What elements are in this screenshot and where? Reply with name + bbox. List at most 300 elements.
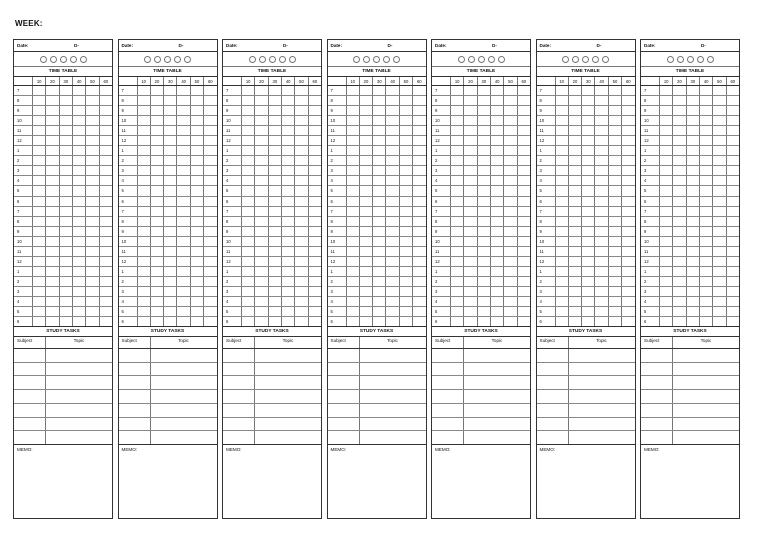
time-cell[interactable] (346, 267, 359, 276)
time-cell[interactable] (463, 227, 476, 236)
time-cell[interactable] (268, 257, 281, 266)
time-cell[interactable] (268, 126, 281, 135)
time-cell[interactable] (385, 197, 398, 206)
time-cell[interactable] (190, 297, 203, 306)
time-cell[interactable] (517, 126, 530, 135)
time-cell[interactable] (45, 166, 58, 175)
time-cell[interactable] (450, 166, 463, 175)
time-cell[interactable] (477, 106, 490, 115)
time-cell[interactable] (163, 126, 176, 135)
time-cell[interactable] (699, 166, 712, 175)
time-cell[interactable] (581, 257, 594, 266)
memo-area[interactable]: MEMO: (644, 447, 660, 452)
time-cell[interactable] (450, 116, 463, 125)
time-cell[interactable] (346, 197, 359, 206)
time-cell[interactable] (359, 257, 372, 266)
time-cell[interactable] (163, 237, 176, 246)
time-cell[interactable] (659, 267, 672, 276)
time-cell[interactable] (503, 297, 516, 306)
time-cell[interactable] (281, 297, 294, 306)
time-cell[interactable] (608, 126, 621, 135)
time-cell[interactable] (659, 166, 672, 175)
time-cell[interactable] (726, 96, 739, 105)
time-cell[interactable] (372, 307, 385, 316)
time-cell[interactable] (308, 207, 321, 216)
time-cell[interactable] (137, 197, 150, 206)
subject-cell[interactable] (328, 404, 360, 417)
smiley-face-icon[interactable] (562, 56, 569, 63)
time-cell[interactable] (85, 317, 98, 326)
time-cell[interactable] (190, 307, 203, 316)
time-cell[interactable] (672, 227, 685, 236)
time-cell[interactable] (699, 317, 712, 326)
time-cell[interactable] (241, 146, 254, 155)
d-day-field[interactable]: D- (387, 43, 393, 48)
time-cell[interactable] (608, 156, 621, 165)
time-cell[interactable] (399, 156, 412, 165)
time-cell[interactable] (176, 186, 189, 195)
time-cell[interactable] (308, 217, 321, 226)
time-cell[interactable] (450, 257, 463, 266)
time-cell[interactable] (621, 277, 634, 286)
time-cell[interactable] (594, 207, 607, 216)
time-cell[interactable] (72, 297, 85, 306)
time-cell[interactable] (450, 106, 463, 115)
time-cell[interactable] (555, 146, 568, 155)
time-cell[interactable] (594, 267, 607, 276)
time-cell[interactable] (517, 96, 530, 105)
time-cell[interactable] (608, 257, 621, 266)
time-cell[interactable] (45, 277, 58, 286)
time-cell[interactable] (608, 116, 621, 125)
time-cell[interactable] (555, 126, 568, 135)
time-cell[interactable] (254, 207, 267, 216)
time-cell[interactable] (72, 267, 85, 276)
time-cell[interactable] (346, 217, 359, 226)
time-cell[interactable] (294, 106, 307, 115)
time-cell[interactable] (32, 96, 45, 105)
topic-cell[interactable] (673, 418, 739, 431)
time-cell[interactable] (241, 116, 254, 125)
topic-cell[interactable] (569, 404, 635, 417)
time-cell[interactable] (346, 237, 359, 246)
time-cell[interactable] (150, 197, 163, 206)
smiley-face-icon[interactable] (363, 56, 370, 63)
time-cell[interactable] (686, 197, 699, 206)
time-cell[interactable] (385, 287, 398, 296)
time-cell[interactable] (99, 247, 112, 256)
time-cell[interactable] (594, 227, 607, 236)
time-cell[interactable] (608, 146, 621, 155)
time-cell[interactable] (359, 186, 372, 195)
time-cell[interactable] (137, 317, 150, 326)
subject-cell[interactable] (641, 349, 673, 362)
subject-cell[interactable] (223, 363, 255, 376)
time-cell[interactable] (308, 267, 321, 276)
time-cell[interactable] (463, 166, 476, 175)
time-cell[interactable] (294, 307, 307, 316)
time-cell[interactable] (568, 96, 581, 105)
time-cell[interactable] (359, 237, 372, 246)
time-cell[interactable] (412, 176, 425, 185)
time-cell[interactable] (176, 176, 189, 185)
time-cell[interactable] (99, 146, 112, 155)
time-cell[interactable] (672, 237, 685, 246)
time-cell[interactable] (32, 156, 45, 165)
time-cell[interactable] (294, 116, 307, 125)
time-cell[interactable] (99, 307, 112, 316)
time-cell[interactable] (659, 227, 672, 236)
time-cell[interactable] (672, 257, 685, 266)
time-cell[interactable] (254, 186, 267, 195)
time-cell[interactable] (85, 267, 98, 276)
time-cell[interactable] (203, 186, 216, 195)
subject-cell[interactable] (14, 376, 46, 389)
time-cell[interactable] (517, 116, 530, 125)
time-cell[interactable] (268, 227, 281, 236)
time-cell[interactable] (308, 307, 321, 316)
time-cell[interactable] (568, 257, 581, 266)
time-cell[interactable] (503, 197, 516, 206)
time-cell[interactable] (594, 96, 607, 105)
time-cell[interactable] (150, 287, 163, 296)
time-cell[interactable] (32, 86, 45, 95)
time-cell[interactable] (450, 267, 463, 276)
time-cell[interactable] (254, 277, 267, 286)
time-cell[interactable] (621, 156, 634, 165)
time-cell[interactable] (712, 207, 725, 216)
time-cell[interactable] (163, 307, 176, 316)
time-cell[interactable] (490, 317, 503, 326)
time-cell[interactable] (399, 86, 412, 95)
time-cell[interactable] (72, 227, 85, 236)
time-cell[interactable] (581, 176, 594, 185)
time-cell[interactable] (699, 237, 712, 246)
time-cell[interactable] (32, 217, 45, 226)
topic-cell[interactable] (255, 349, 321, 362)
time-cell[interactable] (699, 247, 712, 256)
d-day-field[interactable]: D- (701, 43, 706, 48)
time-cell[interactable] (163, 217, 176, 226)
time-cell[interactable] (85, 106, 98, 115)
time-cell[interactable] (686, 317, 699, 326)
time-cell[interactable] (490, 267, 503, 276)
time-cell[interactable] (150, 257, 163, 266)
time-cell[interactable] (59, 317, 72, 326)
time-cell[interactable] (399, 146, 412, 155)
time-cell[interactable] (581, 186, 594, 195)
time-cell[interactable] (241, 186, 254, 195)
time-cell[interactable] (490, 96, 503, 105)
time-cell[interactable] (85, 277, 98, 286)
subject-cell[interactable] (14, 404, 46, 417)
time-cell[interactable] (163, 86, 176, 95)
time-cell[interactable] (346, 287, 359, 296)
time-cell[interactable] (346, 116, 359, 125)
time-cell[interactable] (85, 297, 98, 306)
time-cell[interactable] (254, 217, 267, 226)
time-cell[interactable] (45, 116, 58, 125)
subject-cell[interactable] (119, 404, 151, 417)
time-cell[interactable] (672, 116, 685, 125)
time-cell[interactable] (190, 267, 203, 276)
subject-cell[interactable] (223, 390, 255, 403)
time-cell[interactable] (346, 257, 359, 266)
time-cell[interactable] (385, 186, 398, 195)
time-cell[interactable] (203, 176, 216, 185)
time-cell[interactable] (568, 126, 581, 135)
time-cell[interactable] (150, 86, 163, 95)
time-cell[interactable] (672, 186, 685, 195)
time-cell[interactable] (412, 247, 425, 256)
time-cell[interactable] (399, 136, 412, 145)
time-cell[interactable] (359, 267, 372, 276)
time-cell[interactable] (490, 227, 503, 236)
topic-cell[interactable] (569, 431, 635, 444)
time-cell[interactable] (45, 267, 58, 276)
time-cell[interactable] (399, 186, 412, 195)
time-cell[interactable] (359, 297, 372, 306)
topic-cell[interactable] (46, 404, 112, 417)
time-cell[interactable] (699, 297, 712, 306)
time-cell[interactable] (150, 217, 163, 226)
time-cell[interactable] (163, 136, 176, 145)
time-cell[interactable] (72, 86, 85, 95)
time-cell[interactable] (254, 307, 267, 316)
time-cell[interactable] (254, 197, 267, 206)
time-cell[interactable] (294, 267, 307, 276)
time-cell[interactable] (450, 186, 463, 195)
time-cell[interactable] (555, 207, 568, 216)
time-cell[interactable] (477, 257, 490, 266)
time-cell[interactable] (712, 136, 725, 145)
time-cell[interactable] (268, 116, 281, 125)
time-cell[interactable] (45, 156, 58, 165)
time-cell[interactable] (203, 237, 216, 246)
time-cell[interactable] (254, 156, 267, 165)
time-cell[interactable] (268, 166, 281, 175)
time-cell[interactable] (686, 146, 699, 155)
time-cell[interactable] (59, 126, 72, 135)
time-cell[interactable] (372, 86, 385, 95)
time-cell[interactable] (72, 96, 85, 105)
time-cell[interactable] (659, 197, 672, 206)
time-cell[interactable] (672, 136, 685, 145)
subject-cell[interactable] (537, 431, 569, 444)
time-cell[interactable] (503, 307, 516, 316)
time-cell[interactable] (163, 257, 176, 266)
time-cell[interactable] (726, 86, 739, 95)
time-cell[interactable] (659, 106, 672, 115)
time-cell[interactable] (294, 197, 307, 206)
smiley-face-icon[interactable] (164, 56, 171, 63)
time-cell[interactable] (254, 237, 267, 246)
time-cell[interactable] (450, 146, 463, 155)
subject-cell[interactable] (14, 390, 46, 403)
time-cell[interactable] (555, 287, 568, 296)
time-cell[interactable] (659, 237, 672, 246)
time-cell[interactable] (477, 287, 490, 296)
time-cell[interactable] (568, 156, 581, 165)
time-cell[interactable] (412, 277, 425, 286)
time-cell[interactable] (517, 277, 530, 286)
time-cell[interactable] (359, 227, 372, 236)
time-cell[interactable] (137, 146, 150, 155)
time-cell[interactable] (137, 297, 150, 306)
time-cell[interactable] (281, 146, 294, 155)
subject-cell[interactable] (432, 431, 464, 444)
time-cell[interactable] (712, 86, 725, 95)
time-cell[interactable] (581, 86, 594, 95)
time-cell[interactable] (85, 156, 98, 165)
subject-cell[interactable] (537, 376, 569, 389)
time-cell[interactable] (372, 156, 385, 165)
smiley-face-icon[interactable] (488, 56, 495, 63)
time-cell[interactable] (463, 297, 476, 306)
time-cell[interactable] (517, 106, 530, 115)
time-cell[interactable] (581, 106, 594, 115)
time-cell[interactable] (254, 247, 267, 256)
time-cell[interactable] (555, 96, 568, 105)
time-cell[interactable] (477, 176, 490, 185)
topic-cell[interactable] (46, 431, 112, 444)
time-cell[interactable] (150, 307, 163, 316)
time-cell[interactable] (594, 136, 607, 145)
topic-cell[interactable] (569, 390, 635, 403)
time-cell[interactable] (99, 136, 112, 145)
time-cell[interactable] (621, 146, 634, 155)
time-cell[interactable] (503, 207, 516, 216)
time-cell[interactable] (308, 287, 321, 296)
time-cell[interactable] (241, 126, 254, 135)
time-cell[interactable] (372, 217, 385, 226)
time-cell[interactable] (412, 287, 425, 296)
smiley-face-icon[interactable] (468, 56, 475, 63)
time-cell[interactable] (608, 166, 621, 175)
smiley-face-icon[interactable] (269, 56, 276, 63)
time-cell[interactable] (594, 197, 607, 206)
time-cell[interactable] (568, 217, 581, 226)
time-cell[interactable] (268, 176, 281, 185)
time-cell[interactable] (99, 297, 112, 306)
time-cell[interactable] (594, 176, 607, 185)
time-cell[interactable] (176, 297, 189, 306)
time-cell[interactable] (399, 237, 412, 246)
date-field[interactable]: Date: (121, 43, 133, 48)
time-cell[interactable] (346, 227, 359, 236)
subject-cell[interactable] (641, 404, 673, 417)
time-cell[interactable] (241, 247, 254, 256)
time-cell[interactable] (45, 96, 58, 105)
time-cell[interactable] (450, 126, 463, 135)
time-cell[interactable] (99, 287, 112, 296)
time-cell[interactable] (59, 287, 72, 296)
time-cell[interactable] (241, 277, 254, 286)
time-cell[interactable] (32, 126, 45, 135)
time-cell[interactable] (412, 217, 425, 226)
time-cell[interactable] (359, 106, 372, 115)
smiley-face-icon[interactable] (393, 56, 400, 63)
time-cell[interactable] (568, 106, 581, 115)
time-cell[interactable] (686, 186, 699, 195)
time-cell[interactable] (463, 197, 476, 206)
time-cell[interactable] (412, 136, 425, 145)
time-cell[interactable] (254, 106, 267, 115)
time-cell[interactable] (294, 96, 307, 105)
time-cell[interactable] (203, 267, 216, 276)
time-cell[interactable] (581, 197, 594, 206)
time-cell[interactable] (59, 176, 72, 185)
time-cell[interactable] (726, 247, 739, 256)
time-cell[interactable] (581, 247, 594, 256)
time-cell[interactable] (412, 146, 425, 155)
time-cell[interactable] (385, 207, 398, 216)
time-cell[interactable] (399, 96, 412, 105)
time-cell[interactable] (712, 307, 725, 316)
time-cell[interactable] (359, 307, 372, 316)
time-cell[interactable] (99, 317, 112, 326)
d-day-field[interactable]: D- (492, 43, 497, 48)
time-cell[interactable] (99, 207, 112, 216)
time-cell[interactable] (385, 116, 398, 125)
time-cell[interactable] (150, 207, 163, 216)
time-cell[interactable] (203, 116, 216, 125)
time-cell[interactable] (72, 156, 85, 165)
time-cell[interactable] (268, 106, 281, 115)
time-cell[interactable] (726, 267, 739, 276)
subject-cell[interactable] (641, 363, 673, 376)
time-cell[interactable] (581, 116, 594, 125)
time-cell[interactable] (99, 237, 112, 246)
time-cell[interactable] (608, 136, 621, 145)
time-cell[interactable] (412, 317, 425, 326)
time-cell[interactable] (712, 106, 725, 115)
time-cell[interactable] (308, 247, 321, 256)
time-cell[interactable] (203, 307, 216, 316)
time-cell[interactable] (190, 247, 203, 256)
time-cell[interactable] (99, 106, 112, 115)
topic-cell[interactable] (673, 390, 739, 403)
time-cell[interactable] (372, 277, 385, 286)
time-cell[interactable] (621, 136, 634, 145)
time-cell[interactable] (686, 297, 699, 306)
time-cell[interactable] (308, 317, 321, 326)
topic-cell[interactable] (151, 363, 217, 376)
time-cell[interactable] (490, 237, 503, 246)
time-cell[interactable] (32, 317, 45, 326)
smiley-face-icon[interactable] (582, 56, 589, 63)
subject-cell[interactable] (641, 390, 673, 403)
time-cell[interactable] (621, 176, 634, 185)
time-cell[interactable] (372, 267, 385, 276)
time-cell[interactable] (176, 106, 189, 115)
time-cell[interactable] (241, 267, 254, 276)
time-cell[interactable] (581, 136, 594, 145)
time-cell[interactable] (726, 176, 739, 185)
time-cell[interactable] (490, 186, 503, 195)
time-cell[interactable] (555, 317, 568, 326)
time-cell[interactable] (241, 207, 254, 216)
time-cell[interactable] (59, 186, 72, 195)
time-cell[interactable] (163, 156, 176, 165)
time-cell[interactable] (399, 116, 412, 125)
time-cell[interactable] (450, 277, 463, 286)
time-cell[interactable] (517, 297, 530, 306)
time-cell[interactable] (359, 96, 372, 105)
time-cell[interactable] (463, 307, 476, 316)
time-cell[interactable] (686, 116, 699, 125)
time-cell[interactable] (385, 227, 398, 236)
